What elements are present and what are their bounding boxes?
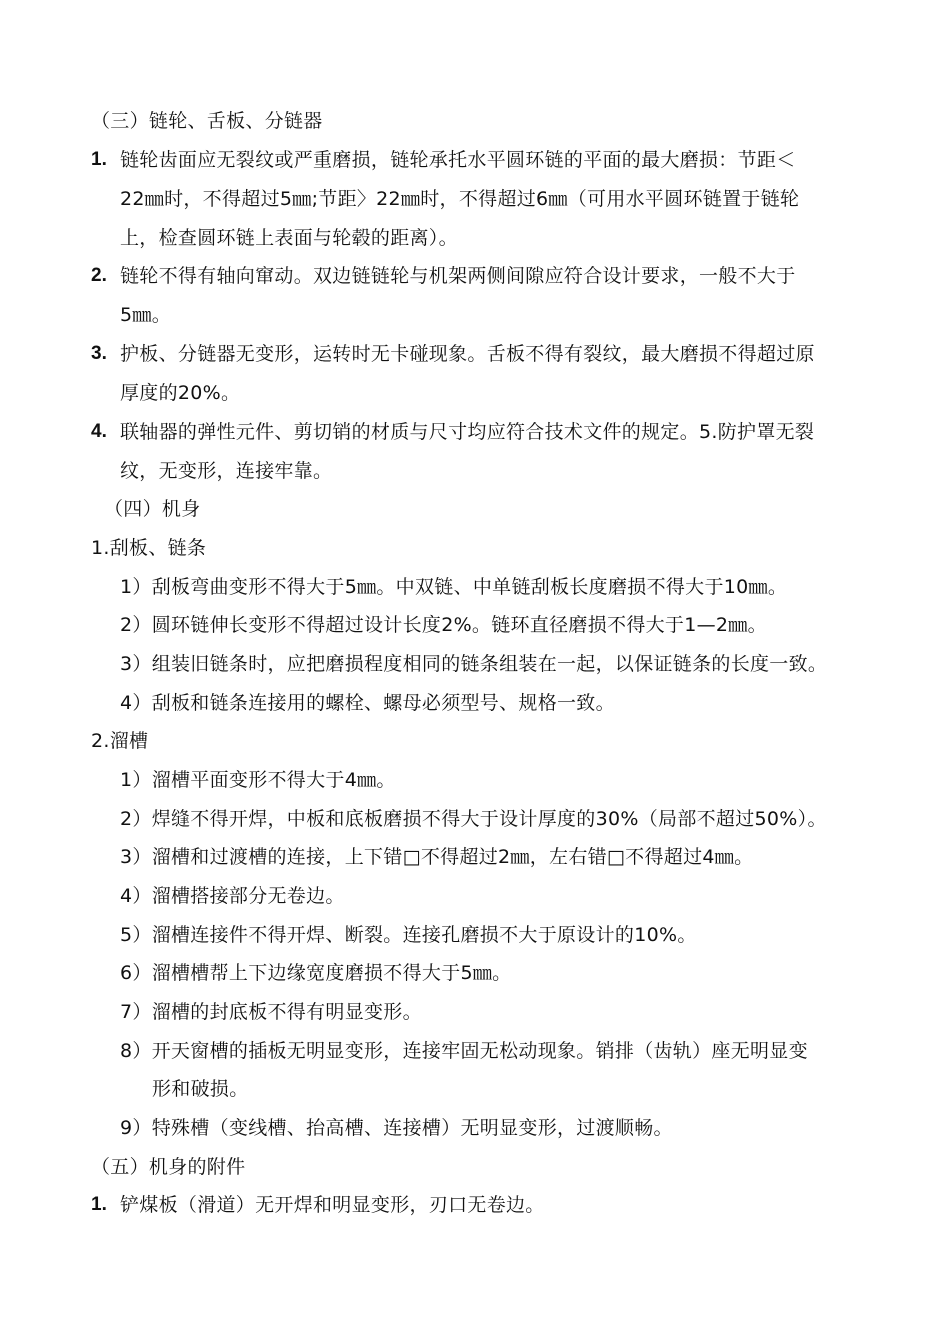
- list-item: 1）溜槽平面变形不得大于4㎜。: [120, 769, 396, 791]
- list-item: 8）开天窗槽的插板无明显变形，连接牢固无松动现象。销排（齿轨）座无明显变: [120, 1040, 808, 1062]
- section-heading-3: （三）链轮、舌板、分链器: [91, 110, 323, 132]
- item-number: 3.: [91, 343, 107, 364]
- list-item: 5）溜槽连接件不得开焊、断裂。连接孔磨损不大于原设计的10%。: [120, 924, 697, 946]
- item-number: 1.: [91, 1194, 107, 1215]
- item-number: 1.: [91, 149, 107, 170]
- list-item: 6）溜槽槽帮上下边缘宽度磨损不得大于5㎜。: [120, 962, 512, 984]
- list-item: 4）溜槽搭接部分无卷边。: [120, 885, 345, 907]
- item-line: 铲煤板（滑道）无开焊和明显变形，刃口无卷边。: [120, 1194, 545, 1216]
- item-number: 2.: [91, 265, 107, 286]
- list-item: 2）圆环链伸长变形不得超过设计长度2%。链环直径磨损不得大于1—2㎜。: [120, 614, 767, 636]
- subsection-title: 2.溜槽: [91, 730, 149, 752]
- item-line: 联轴器的弹性元件、剪切销的材质与尺寸均应符合技术文件的规定。5.防护罩无裂: [120, 421, 815, 443]
- item-line: 护板、分链器无变形，运转时无卡碰现象。舌板不得有裂纹，最大磨损不得超过原: [120, 343, 815, 365]
- list-item-continuation: 形和破损。: [152, 1078, 249, 1100]
- section-heading-5: （五）机身的附件: [91, 1156, 246, 1178]
- item-line: 22㎜时，不得超过5㎜;节距〉22㎜时，不得超过6㎜（可用水平圆环链置于链轮: [120, 188, 800, 210]
- item-line: 纹，无变形，连接牢靠。: [120, 460, 333, 482]
- item-number: 4.: [91, 421, 107, 442]
- subsection-title: 1.刮板、链条: [91, 537, 207, 559]
- item-line: 链轮不得有轴向窜动。双边链链轮与机架两侧间隙应符合设计要求，一般不大于: [120, 265, 796, 287]
- item-line: 上，检查圆环链上表面与轮毂的距离）。: [120, 227, 458, 249]
- section-heading-4: （四）机身: [104, 498, 201, 520]
- list-item: 2）焊缝不得开焊，中板和底板磨损不得大于设计厚度的30%（局部不超过50%）。: [120, 808, 827, 830]
- item-line: 链轮齿面应无裂纹或严重磨损，链轮承托水平圆环链的平面的最大磨损：节距＜: [120, 149, 796, 171]
- list-item: 3）溜槽和过渡槽的连接，上下错□不得超过2㎜，左右错□不得超过4㎜。: [120, 846, 754, 868]
- list-item: 4）刮板和链条连接用的螺栓、螺母必须型号、规格一致。: [120, 692, 615, 714]
- list-item: 1）刮板弯曲变形不得大于5㎜。中双链、中单链刮板长度磨损不得大于10㎜。: [120, 576, 788, 598]
- list-item: 9）特殊槽（变线槽、抬高槽、连接槽）无明显变形，过渡顺畅。: [120, 1117, 673, 1139]
- list-item: 7）溜槽的封底板不得有明显变形。: [120, 1001, 422, 1023]
- list-item: 3）组装旧链条时，应把磨损程度相同的链条组装在一起，以保证链条的长度一致。: [120, 653, 828, 675]
- item-line: 5㎜。: [120, 304, 171, 326]
- item-line: 厚度的20%。: [120, 382, 241, 404]
